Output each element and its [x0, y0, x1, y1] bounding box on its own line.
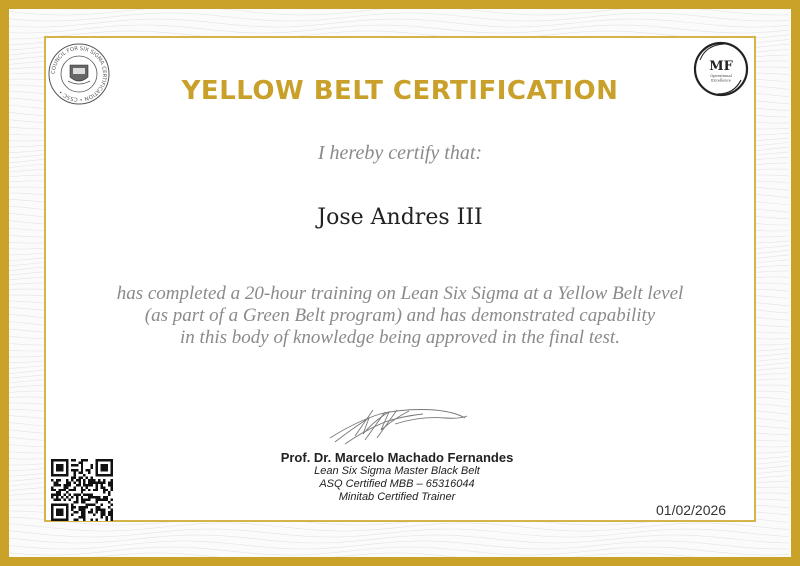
signer-name: Prof. Dr. Marcelo Machado Fernandes — [280, 450, 514, 465]
seal-text: COUNCIL FOR SIX SIGMA CERTIFICATION • CSSC • — [50, 45, 108, 103]
mf-tagline-1: Operational — [710, 74, 732, 78]
body-line: in this body of knowledge being approved in the final test. — [180, 327, 620, 348]
certify-line: I hereby certify that: — [317, 142, 483, 164]
signer-credential: Lean Six Sigma Master Black Belt — [314, 465, 480, 477]
mf-monogram: MF — [709, 59, 733, 74]
signer-block — [0, 450, 794, 504]
qr-code-icon[interactable] — [51, 459, 113, 521]
issue-date: 01/02/2026 — [656, 502, 727, 518]
body-line: has completed a 20-hour training on Lean Six Sigma at a Yellow Belt level — [116, 283, 684, 304]
signature-icon — [325, 400, 470, 448]
recipient-name: Jose Andres III — [317, 205, 483, 230]
signer-credential: Minitab Certified Trainer — [338, 491, 456, 503]
mf-tagline-2: Excellence — [711, 78, 731, 83]
body-line: (as part of a Green Belt program) and has demonstrated capability — [144, 305, 656, 326]
certificate-title: YELLOW BELT CERTIFICATION — [181, 76, 619, 106]
signer-credential: ASQ Certified MBB – 65316044 — [319, 478, 475, 490]
certificate-body — [0, 283, 800, 349]
